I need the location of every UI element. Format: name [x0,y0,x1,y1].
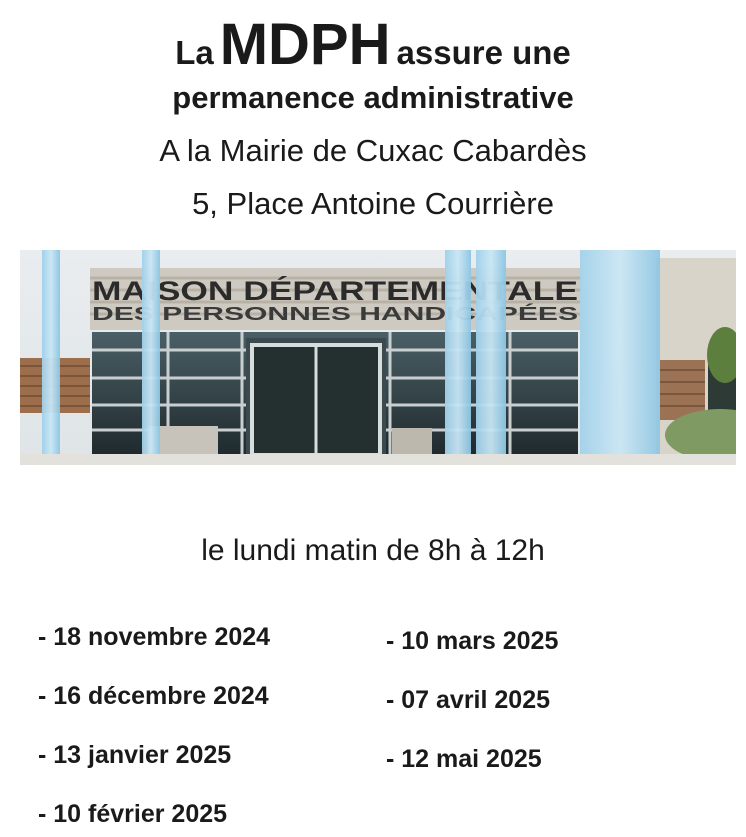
date-right-2: - 07 avril 2025 [386,686,551,714]
headline-pre: La [175,34,214,71]
date-left-4: - 10 février 2025 [38,800,228,828]
schedule-text: le lundi matin de 8h à 12h [201,534,545,567]
date-left-1: - 18 novembre 2024 [38,623,271,651]
sign-line-1: MAISON DÉPARTEMENTALE [92,276,463,306]
headline-post: assure une [396,34,571,71]
date-left-2: - 16 décembre 2024 [38,682,269,710]
building-photo [20,250,736,465]
headline-subtitle: permanence administrative [172,80,574,115]
date-right-1: - 10 mars 2025 [386,627,559,655]
headline [0,12,746,77]
sign-line-2: DES PERSONNES HANDICAPÉES [92,304,384,324]
date-right-3: - 12 mai 2025 [386,745,542,773]
headline-org: MDPH [219,12,391,77]
date-left-3: - 13 janvier 2025 [38,741,232,769]
address: 5, Place Antoine Courrière [192,186,554,221]
venue: A la Mairie de Cuxac Cabardès [159,133,587,168]
